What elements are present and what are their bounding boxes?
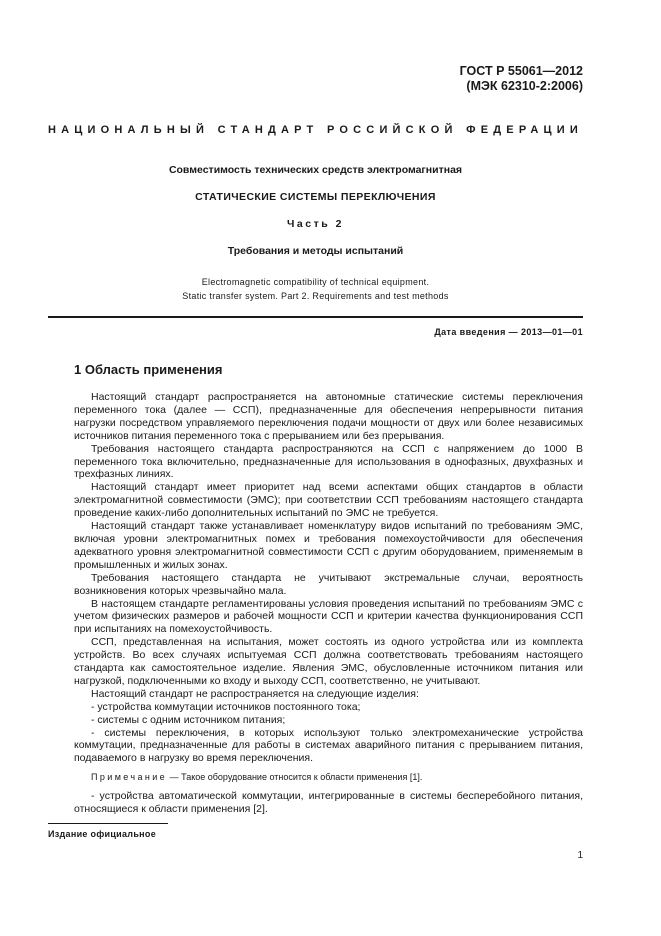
title-line-1: Совместимость технических средств электромагнитная [168, 164, 463, 176]
introduction-date: Дата введения — 2013—01—01 [434, 327, 583, 337]
note [74, 771, 583, 784]
title-part: Часть 2 [287, 218, 344, 230]
standard-number: ГОСТ Р 55061—2012 [459, 64, 583, 78]
english-title [48, 275, 583, 303]
english-title-line-1: Electromagnetic compatibility of technical equipment. [201, 277, 430, 287]
list-item: - устройства коммутации источников постоянного тока; [91, 700, 361, 713]
page-number: 1 [577, 850, 583, 861]
note-text: — Такое оборудование относится к области применения [1]. [167, 772, 423, 783]
standard-designation [460, 64, 583, 94]
list-item: - устройства автоматической коммутации, интегрированные в системы бесперебойного питания, относящиеся к области применения [2]. [74, 790, 583, 816]
paragraph: Требования настоящего стандарта не учитывают экстремальные случаи, вероятность возникновения которых чрезвычайно мала. [74, 571, 583, 597]
banner-word: РОССИЙСКОЙ [327, 124, 458, 136]
iec-number: (МЭК 62310-2:2006) [466, 79, 583, 93]
note-label: Примечание [91, 772, 168, 783]
title-line-2: СТАТИЧЕСКИЕ СИСТЕМЫ ПЕРЕКЛЮЧЕНИЯ [195, 191, 436, 203]
banner-word: ФЕДЕРАЦИИ [466, 124, 583, 136]
official-edition-label: Издание официальное [48, 829, 157, 839]
english-title-line-2: Static transfer system. Part 2. Requirements and test methods [182, 291, 449, 301]
national-standard-banner [48, 124, 583, 136]
paragraph: Настоящий стандарт имеет приоритет над всеми аспектами общих стандартов в области электромагнитной совместимости (ЭМС); при соответствии ССП требованиям настоящего стандарта проведение каких-либо дополнительных испытаний по ЭМС не требуется. [74, 481, 583, 520]
banner-word: НАЦИОНАЛЬНЫЙ [48, 124, 210, 136]
list-item: - системы переключения, в которых используют только электромеханические устройства коммутации, предназначенные для работы в системах аварийного питания с прерыванием питания, подаваемого в нагрузку во время переключения. [74, 726, 583, 765]
list-item: - системы с одним источником питания; [91, 713, 286, 726]
section-heading: 1 Область применения [74, 362, 223, 377]
title-line-4: Требования и методы испытаний [227, 245, 404, 257]
paragraph: Настоящий стандарт не распространяется на следующие изделия: [91, 687, 419, 700]
paragraph: В настоящем стандарте регламентированы условия проведения испытаний по требованиям ЭМС с учетом физических размеров и рабочей мощности ССП и критерии качества функционирования ССП при испытаниях на помехоустойчивость. [74, 597, 583, 636]
footer-divider [48, 823, 168, 824]
banner-word: СТАНДАРТ [217, 124, 319, 136]
paragraph: Настоящий стандарт также устанавливает номенклатуру видов испытаний по требованиям ЭМС, включая уровни электромагнитных помех и требования помехоустойчивости для обеспечения адекватного уровня электромагнитной совместимости ССП с другим оборудованием, применяемым в промышленных и жилых зонах. [74, 520, 583, 571]
section-body [74, 391, 583, 816]
title-divider [48, 316, 583, 318]
paragraph: Требования настоящего стандарта распространяются на ССП с напряжением до 1000 В переменного тока включительно, предназначенные для использования в однофазных, двухфазных и трехфазных линиях. [74, 442, 583, 481]
paragraph: Настоящий стандарт распространяется на автономные статические системы переключения переменного тока (далее — ССП), предназначенные для обеспечения непрерывности питания нагрузки посредством управляемого переключения подачи мощности от двух или более независимых источников питания переменного тока с прерыванием или без прерывания. [74, 391, 583, 442]
paragraph: ССП, представленная на испытания, может состоять из одного устройства или из комплекта устройств. Во всех случаях испытуемая ССП должна соответствовать требованиям настоящего стандарта как самостоятельное изделие. Явления ЭМС, обусловленные источником питания или нагрузкой, подключенными ко входу и выходу ССП, соответственно, не учитывают. [74, 636, 583, 687]
